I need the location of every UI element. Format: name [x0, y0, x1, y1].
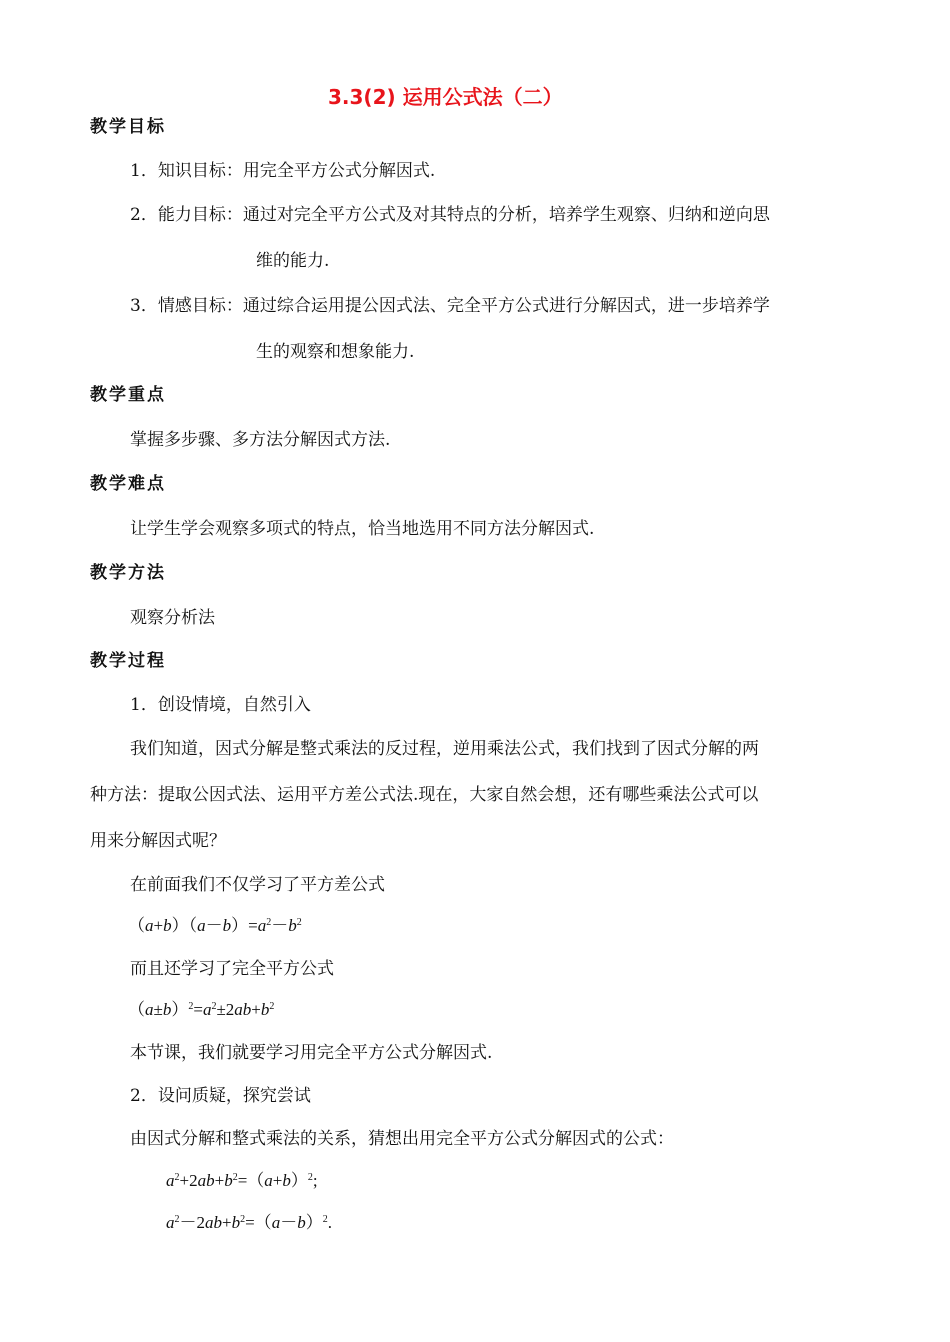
formula-factor-sum: $a^2+2ab+b^2=(a+b)^2$; [166, 1171, 318, 1190]
process-para1-line1: 我们知道，因式分解是整式乘法的反过程，逆用乘法公式，我们找到了因式分解的两 [130, 739, 759, 759]
heading-key-point: 教学重点 [90, 385, 166, 405]
process-step1: 1．创设情境，自然引入 [130, 695, 311, 715]
heading-process: 教学过程 [90, 651, 166, 671]
process-para2: 在前面我们不仅学习了平方差公式 [130, 875, 385, 895]
formula-difference-of-squares: $(a+b)(a-b)=a^2-b^2$ [128, 916, 302, 935]
heading-method: 教学方法 [90, 563, 166, 583]
heading-difficulty: 教学难点 [90, 474, 166, 494]
process-step2: 2．设问质疑，探究尝试 [130, 1086, 311, 1106]
process-para4: 本节课，我们就要学习用完全平方公式分解因式. [130, 1043, 493, 1063]
heading-objectives: 教学目标 [90, 117, 166, 137]
process-para1-line2: 种方法：提取公因式法、运用平方差公式法.现在，大家自然会想，还有哪些乘法公式可以 [90, 785, 759, 805]
page-title: 3.3(2) 运用公式法（二） [328, 85, 563, 109]
objective-knowledge: 1．知识目标：用完全平方公式分解因式. [130, 161, 436, 181]
method-text: 观察分析法 [130, 608, 215, 628]
process-para3: 而且还学习了完全平方公式 [130, 959, 334, 979]
objective-emotion-line2: 生的观察和想象能力. [256, 342, 415, 362]
objective-emotion-line1: 3．情感目标：通过综合运用提公因式法、完全平方公式进行分解因式，进一步培养学 [130, 296, 770, 316]
process-para1-line3: 用来分解因式呢？ [90, 831, 226, 851]
objective-ability-line1: 2．能力目标：通过对完全平方公式及对其特点的分析，培养学生观察、归纳和逆向思 [130, 205, 770, 225]
difficulty-text: 让学生学会观察多项式的特点，恰当地选用不同方法分解因式. [130, 519, 595, 539]
key-point-text: 掌握多步骤、多方法分解因式方法. [130, 430, 391, 450]
process-para5: 由因式分解和整式乘法的关系，猜想出用完全平方公式分解因式的公式： [130, 1129, 674, 1149]
formula-factor-difference: $a^2-2ab+b^2=(a-b)^2$. [166, 1213, 332, 1232]
objective-ability-line2: 维的能力. [256, 251, 330, 271]
formula-perfect-square: $(a\pm b)^2=a^2\pm 2ab+b^2$ [128, 1000, 275, 1019]
